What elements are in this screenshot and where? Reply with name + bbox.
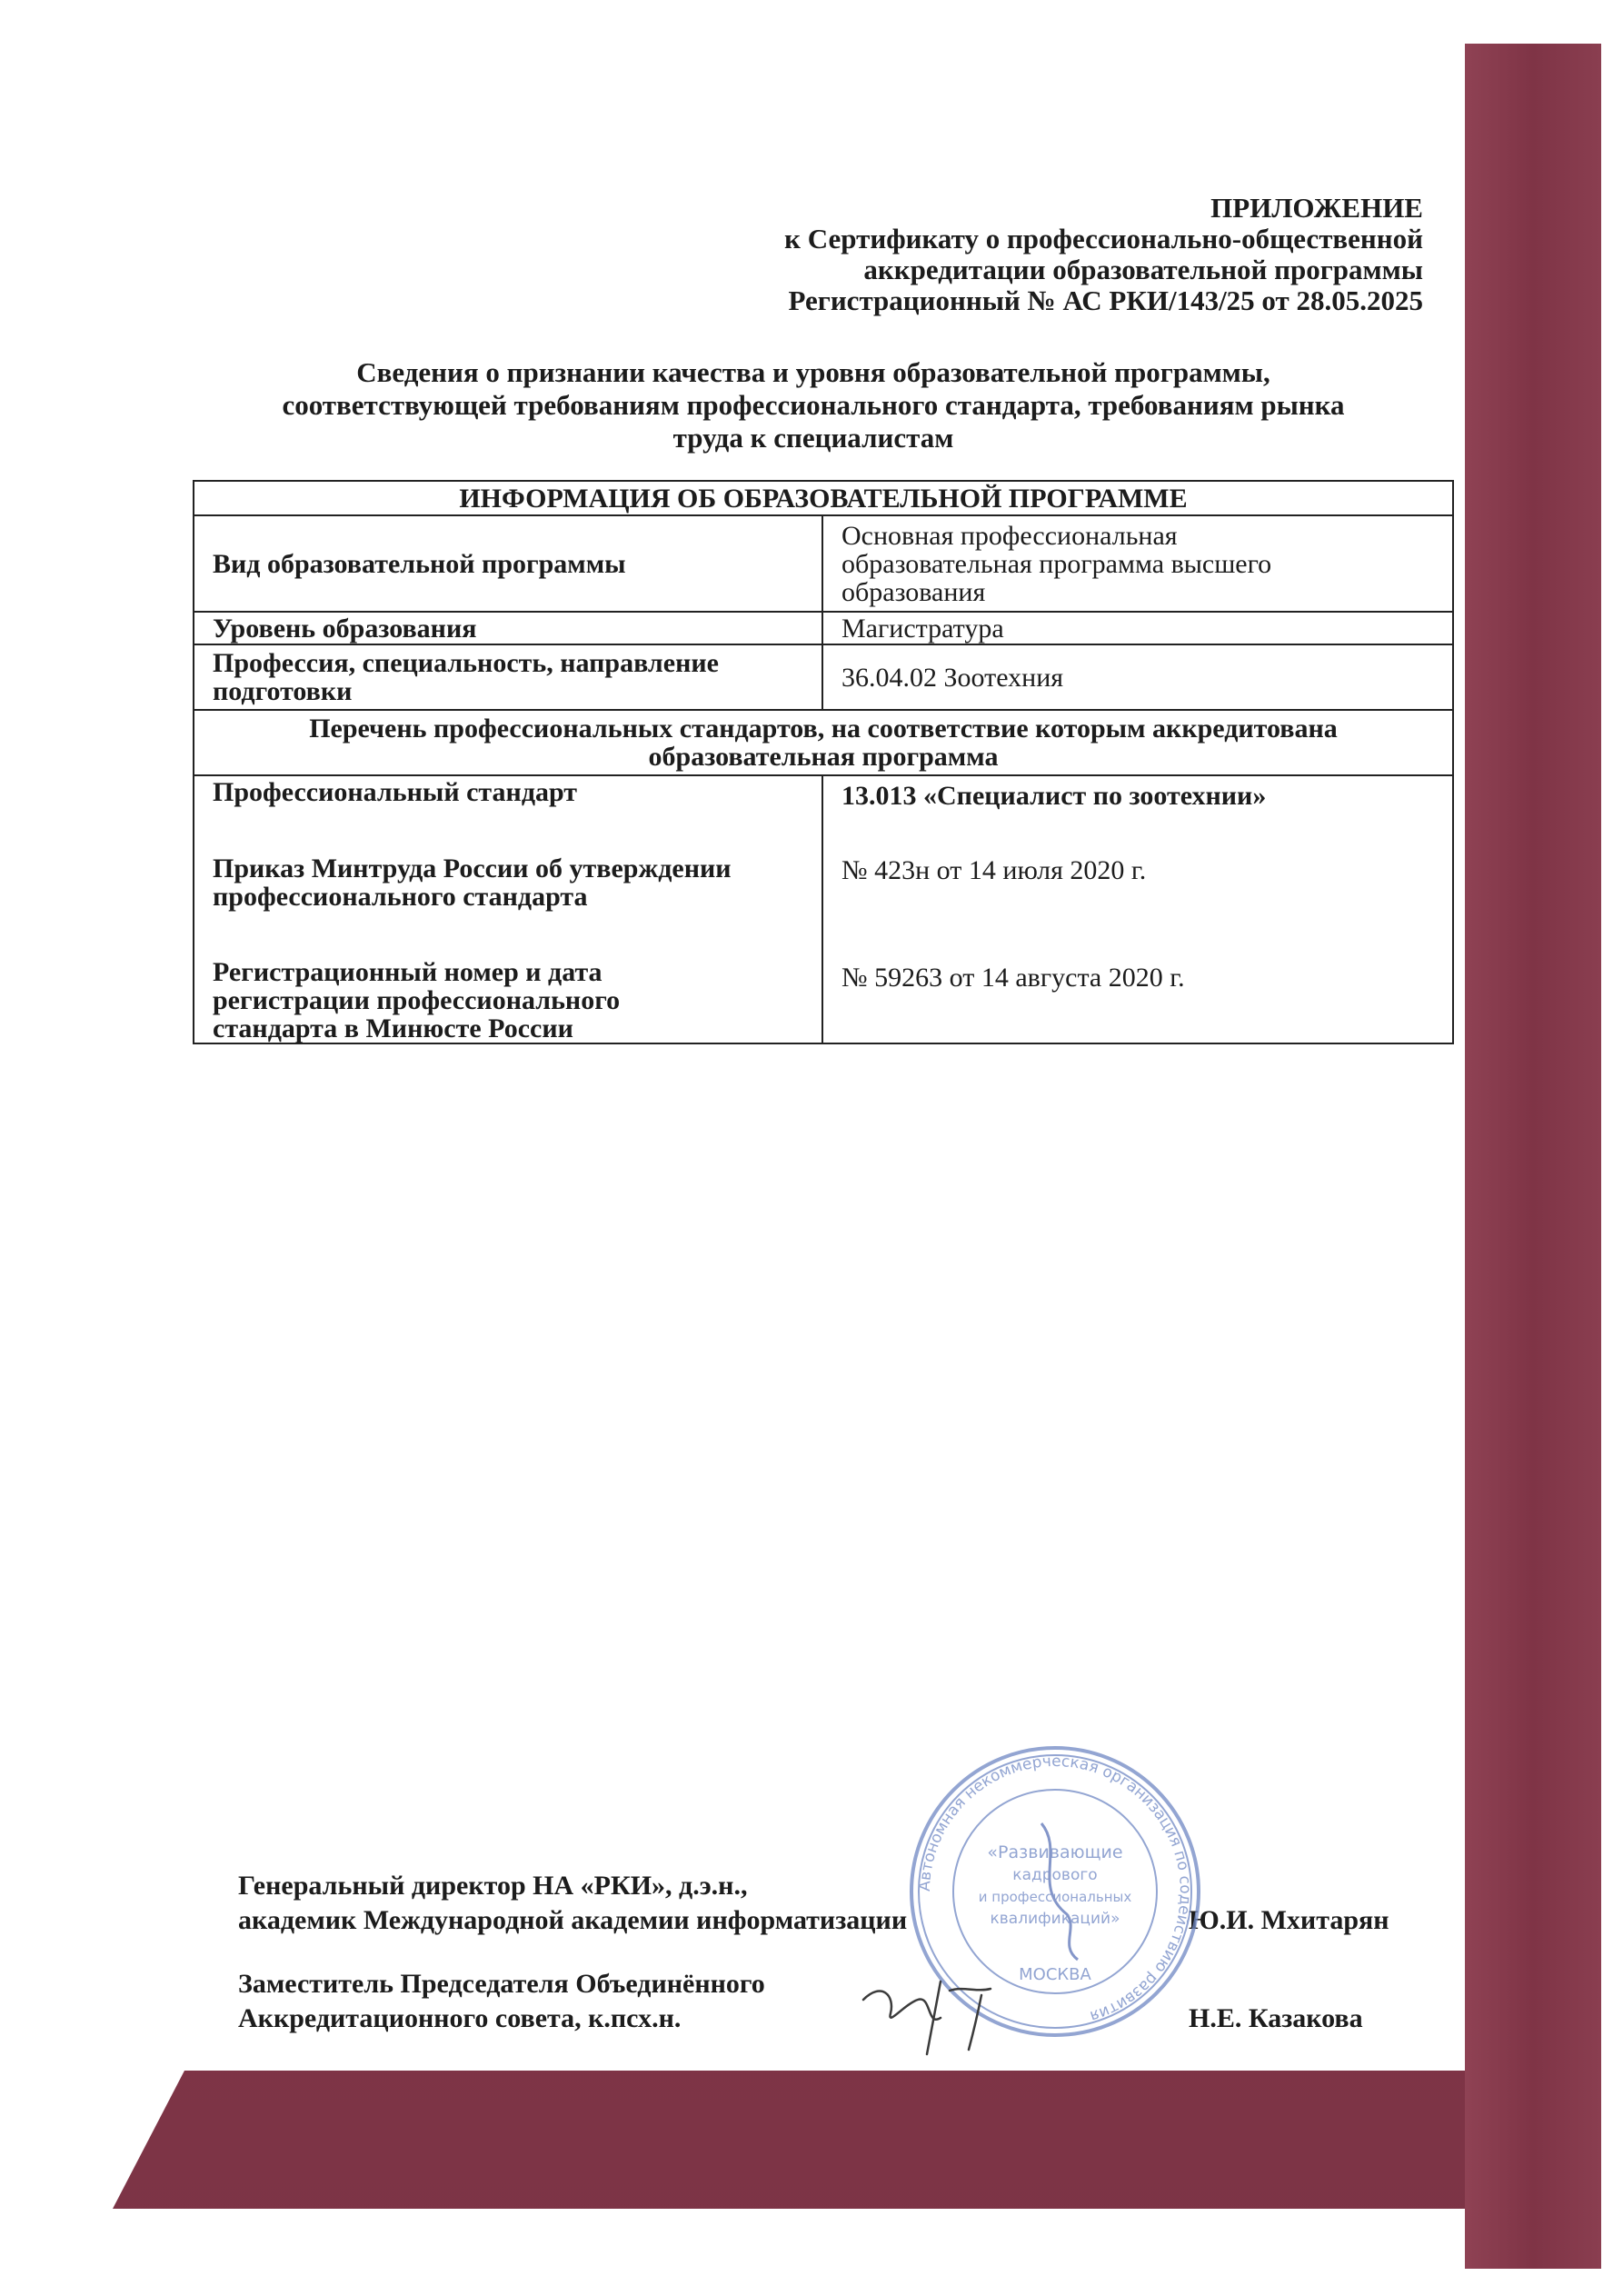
standard-row bbox=[194, 775, 1453, 1043]
standard-value-2: № 423н от 14 июля 2020 г. bbox=[841, 855, 1147, 885]
standard-labels bbox=[194, 775, 822, 1043]
director-title-line-1: Генеральный директор НА «РКИ», д.э.н., bbox=[238, 1871, 748, 1901]
standard-label-3-line-1: Регистрационный номер и дата bbox=[213, 957, 602, 987]
value-line: образования bbox=[841, 576, 986, 607]
appendix-line-1: к Сертификату о профессионально-общественной bbox=[784, 223, 1423, 255]
appendix-title: ПРИЛОЖЕНИЕ bbox=[1210, 192, 1423, 224]
director-name: Ю.И. Мхитарян bbox=[1189, 1905, 1389, 1935]
heading-line-3: труда к специалистам bbox=[672, 422, 954, 454]
standard-label-2-line-1: Приказ Минтруда России об утверждении bbox=[213, 854, 732, 883]
deputy-signature-block bbox=[238, 1967, 765, 2036]
heading-line-2: соответствующей требованиям профессионального стандарта, требованиям рынка bbox=[282, 389, 1345, 421]
director-title-line-2: академик Международной академии информатизации bbox=[238, 1905, 908, 1935]
standard-value-3: № 59263 от 14 августа 2020 г. bbox=[841, 963, 1185, 993]
document-heading bbox=[182, 356, 1445, 454]
stamp-inner-line-3: и профессиональных bbox=[978, 1889, 1132, 1905]
label-line: Профессия, специальность, направление bbox=[213, 648, 719, 678]
row-label-program-type: Вид образовательной программы bbox=[194, 515, 822, 612]
standards-header-line: Перечень профессиональных стандартов, на соответствие которым аккредитована bbox=[309, 714, 1338, 744]
stamp-outer-text: Автономная некоммерческая организация по содействию развития bbox=[915, 1752, 1195, 2026]
row-value-program-type bbox=[822, 515, 1453, 612]
row-value-education-level: Магистратура bbox=[822, 612, 1453, 644]
value-line: Основная профессиональная bbox=[841, 520, 1178, 551]
decorative-band-right bbox=[1465, 44, 1601, 2269]
standards-header-line: образовательная программа bbox=[648, 742, 999, 772]
standard-label-2-line-2: профессионального стандарта bbox=[213, 882, 588, 912]
standard-value-1: 13.013 «Специалист по зоотехнии» bbox=[841, 781, 1267, 811]
director-signature-block bbox=[238, 1869, 907, 1938]
standard-label-3-line-2: регистрации профессионального bbox=[213, 985, 621, 1015]
table-row bbox=[194, 644, 1453, 710]
value-line: образовательная программа высшего bbox=[841, 548, 1272, 579]
row-label-education-level: Уровень образования bbox=[194, 612, 822, 644]
deputy-title-line-1: Заместитель Председателя Объединённого bbox=[238, 1969, 765, 1999]
appendix-block bbox=[784, 193, 1423, 316]
standard-values bbox=[822, 775, 1453, 1043]
standard-label-1: Профессиональный стандарт bbox=[213, 777, 578, 807]
table-row bbox=[194, 515, 1453, 612]
program-info-table bbox=[193, 480, 1454, 1044]
table-header: ИНФОРМАЦИЯ ОБ ОБРАЗОВАТЕЛЬНОЙ ПРОГРАММЕ bbox=[194, 481, 1453, 515]
stamp-inner-line-2: кадрового bbox=[1012, 1866, 1098, 1884]
standards-header bbox=[194, 710, 1453, 775]
stamp-inner-line-1: «Развивающие bbox=[987, 1842, 1123, 1862]
appendix-line-3: Регистрационный № АС РКИ/143/25 от 28.05.2025 bbox=[788, 285, 1423, 316]
heading-line-1: Сведения о признании качества и уровня образовательной программы, bbox=[356, 356, 1270, 388]
handwritten-signature bbox=[854, 1963, 1027, 2063]
appendix-line-2: аккредитации образовательной программы bbox=[863, 254, 1423, 285]
deputy-name: Н.Е. Казакова bbox=[1189, 2003, 1363, 2033]
label-line: подготовки bbox=[213, 676, 353, 706]
row-value-specialty: 36.04.02 Зоотехния bbox=[822, 644, 1453, 710]
stamp-inner-line-4: квалификаций» bbox=[990, 1910, 1120, 1928]
standard-label-3-line-3: стандарта в Минюсте России bbox=[213, 1013, 573, 1043]
standards-header-row bbox=[194, 710, 1453, 775]
deputy-title-line-2: Аккредитационного совета, к.псх.н. bbox=[238, 2003, 682, 2033]
stamp-city: МОСКВА bbox=[1019, 1965, 1091, 1984]
row-label-specialty bbox=[194, 644, 822, 710]
table-row bbox=[194, 612, 1453, 644]
table-header-row bbox=[194, 481, 1453, 515]
